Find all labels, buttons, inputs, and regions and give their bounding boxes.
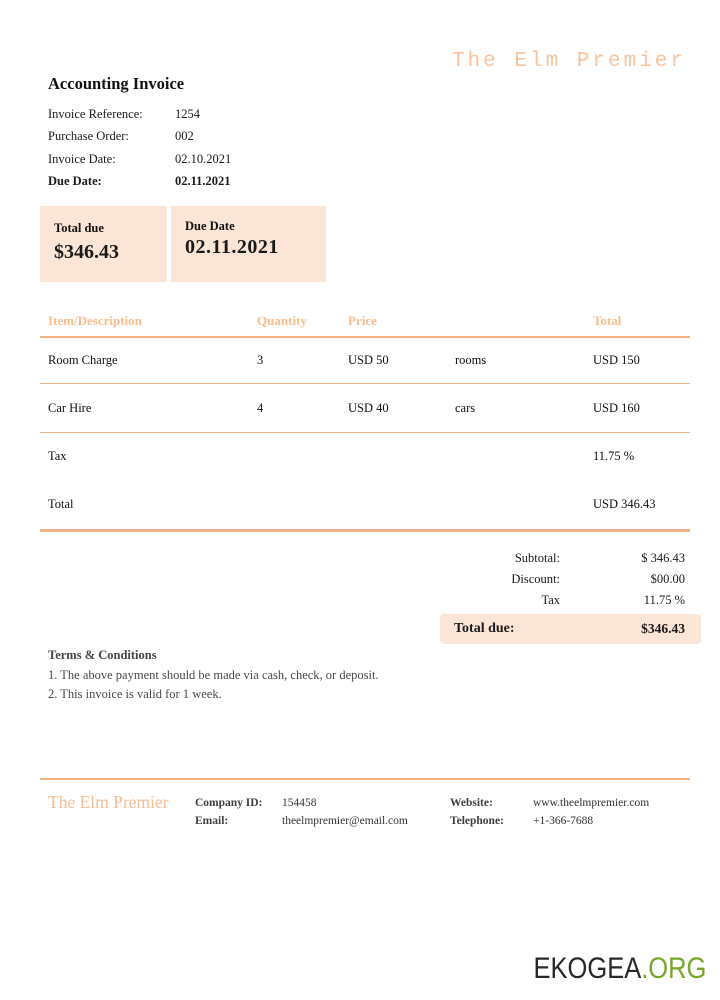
ekogea-logo: [533, 952, 706, 986]
cell-price: USD 50: [348, 353, 389, 367]
summary-total-due: [440, 614, 701, 644]
cell-item: Total: [48, 497, 74, 511]
cell-total: USD 346.43: [593, 497, 656, 511]
footer-value: +1-366-7688: [533, 815, 594, 827]
cell-item: Tax: [48, 449, 67, 463]
meta-label: Invoice Date:: [48, 151, 116, 166]
cell-total: USD 160: [593, 400, 640, 415]
footer-brand: The Elm Premier: [48, 792, 169, 812]
meta-row-invoice-date: [48, 148, 378, 171]
invoice-meta: [48, 103, 378, 193]
totals-summary: [440, 548, 701, 644]
summary-row-discount: [440, 569, 701, 590]
cell-total: 11.75 %: [593, 449, 635, 463]
page-title: Accounting Invoice: [48, 74, 185, 93]
table-row: [40, 338, 690, 384]
table-row: [40, 480, 690, 529]
column-header-total: Total: [593, 313, 622, 328]
column-header-quantity: Quantity: [257, 313, 307, 328]
brand-title: The Elm Premier: [451, 50, 686, 73]
summary-value: 11.75 %: [643, 593, 685, 607]
items-table: [40, 306, 690, 532]
summary-label: Discount:: [511, 572, 560, 586]
summary-label: Subtotal:: [514, 551, 560, 565]
summary-row-subtotal: [440, 548, 701, 569]
footer-label: Website:: [450, 797, 493, 809]
terms-line: 1. The above payment should be made via cash, check, or deposit.: [48, 667, 379, 682]
highlight-boxes: [40, 206, 326, 282]
footer-company-info: [195, 794, 408, 830]
footer-label: Telephone:: [450, 815, 504, 827]
meta-label: Invoice Reference:: [48, 106, 143, 121]
ekogea-logo-name: EKOGEA: [533, 952, 641, 985]
cell-item: Car Hire: [48, 400, 92, 415]
summary-value: $00.00: [650, 572, 685, 586]
total-due-amount: $346.43: [54, 241, 119, 263]
cell-unit: rooms: [455, 353, 487, 367]
summary-value: $ 346.43: [641, 551, 685, 565]
meta-value: 02.10.2021: [175, 151, 232, 166]
summary-row-tax: [440, 590, 701, 611]
cell-item: Room Charge: [48, 353, 118, 367]
cell-quantity: 4: [257, 400, 264, 415]
meta-value: 002: [175, 129, 194, 144]
footer-value: theelmpremier@email.com: [282, 815, 408, 827]
meta-value: 02.11.2021: [175, 174, 231, 189]
total-due-box: [40, 206, 167, 282]
footer-value: 154458: [282, 797, 317, 809]
cell-quantity: 3: [257, 353, 264, 367]
footer-label: Email:: [195, 815, 229, 827]
cell-total: USD 150: [593, 353, 640, 367]
footer-company-id-row: [195, 794, 408, 812]
footer-telephone-row: [450, 812, 649, 830]
meta-row-purchase-order: [48, 126, 378, 149]
terms-heading: Terms & Conditions: [48, 648, 157, 662]
footer-website-row: [450, 794, 649, 812]
due-date-label: Due Date: [185, 219, 235, 233]
footer: [40, 778, 690, 827]
summary-total-value: $346.43: [641, 621, 685, 636]
table-row: [40, 433, 690, 480]
terms-and-conditions: [48, 648, 379, 702]
summary-label: Tax: [541, 593, 560, 607]
column-header-item: Item/Description: [48, 313, 142, 328]
footer-label: Company ID:: [195, 797, 263, 809]
table-row: [40, 384, 690, 433]
due-date-box: [171, 206, 326, 282]
meta-row-invoice-reference: [48, 103, 378, 126]
meta-value: 1254: [175, 106, 200, 121]
total-due-label: Total due: [54, 221, 104, 235]
due-date-value: 02.11.2021: [185, 236, 279, 258]
meta-label: Purchase Order:: [48, 129, 129, 144]
items-table-header: [40, 306, 690, 338]
summary-total-label: Total due:: [454, 621, 515, 636]
footer-email-row: [195, 812, 408, 830]
footer-value: www.theelmpremier.com: [533, 797, 650, 809]
ekogea-logo-tld: .ORG: [640, 952, 706, 985]
terms-line: 2. This invoice is valid for 1 week.: [48, 687, 222, 701]
meta-row-due-date: [48, 171, 378, 194]
cell-unit: cars: [455, 400, 476, 415]
meta-label: Due Date:: [48, 174, 102, 189]
cell-price: USD 40: [348, 400, 389, 415]
column-header-price: Price: [348, 313, 377, 328]
footer-contact-info: [450, 794, 649, 830]
